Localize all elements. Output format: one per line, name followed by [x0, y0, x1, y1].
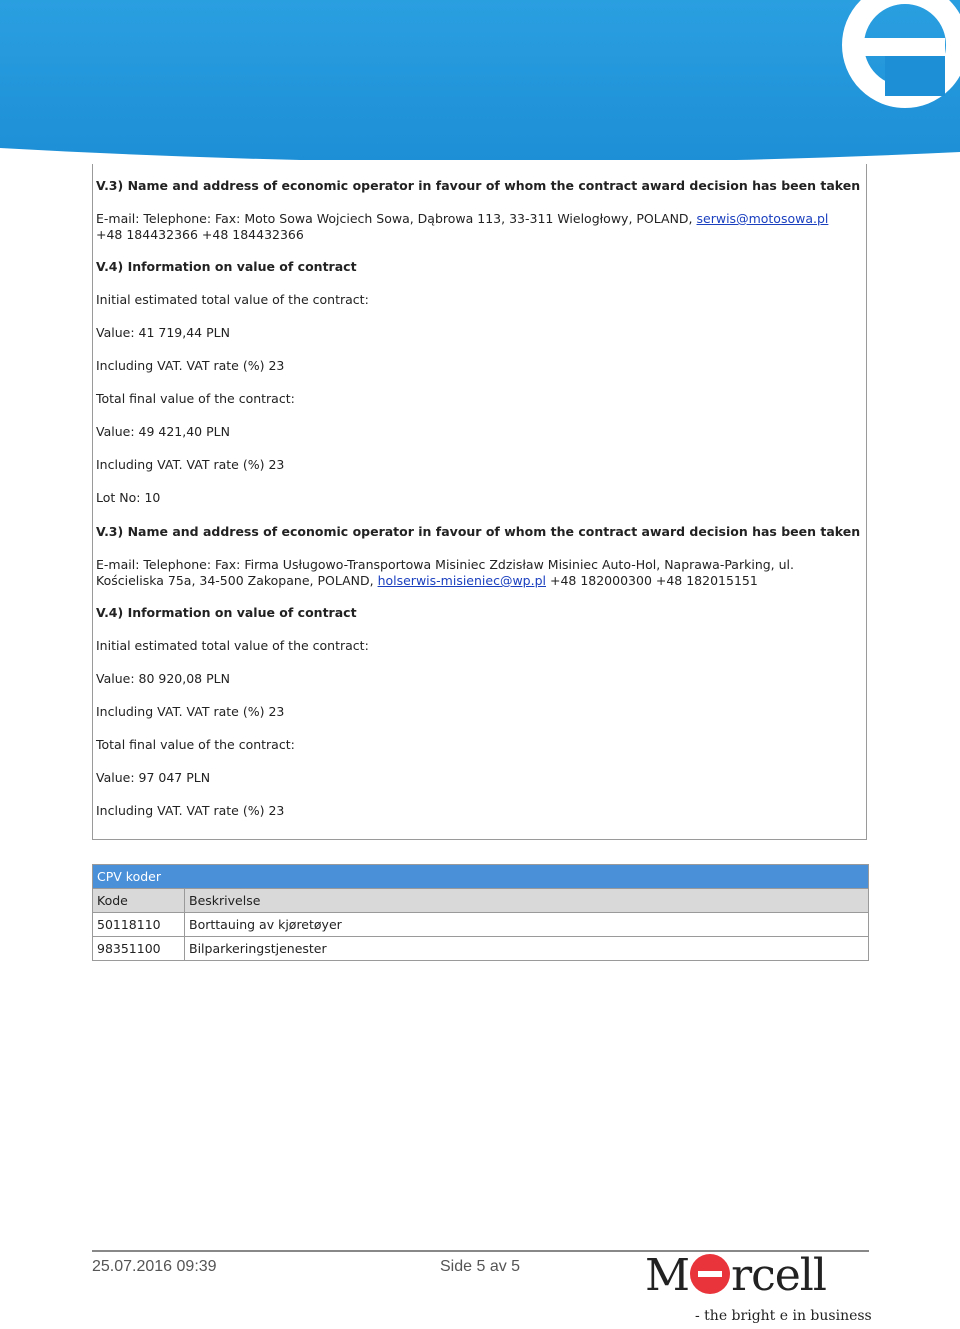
email-link[interactable]: holserwis-misieniec@wp.pl: [377, 573, 546, 588]
table-title-row: [93, 865, 869, 889]
lot-number: Lot No: 10: [96, 490, 161, 505]
vat-info: Including VAT. VAT rate (%) 23: [96, 704, 285, 719]
table-row: [93, 937, 869, 961]
vat-info: Including VAT. VAT rate (%) 23: [96, 457, 285, 472]
logo-e-icon: [690, 1254, 730, 1294]
table-header-row: [93, 889, 869, 913]
section-heading: V.3) Name and address of economic operator in favour of whom the contract award decision has been taken: [96, 178, 861, 193]
footer-timestamp: 25.07.2016 09:39: [92, 1258, 217, 1275]
logo-tagline: - the bright e in business: [695, 1308, 872, 1324]
field-value: Value: 41 719,44 PLN: [96, 325, 230, 340]
field-label: Total final value of the contract:: [96, 737, 295, 752]
field-value: Value: 80 920,08 PLN: [96, 671, 230, 686]
column-header-code: Kode: [93, 889, 185, 913]
table-row: [93, 913, 869, 937]
contractor-contact: E-mail: Telephone: Fax: Moto Sowa Wojciech Sowa, Dąbrowa 113, 33-311 Wielogłowy, POLAND, serwis@motosowa.pl +48 184432366 +48 184432366: [96, 211, 829, 242]
email-link[interactable]: serwis@motosowa.pl: [696, 211, 829, 226]
cpv-description: Borttauing av kjøretøyer: [185, 913, 869, 937]
mercell-logo: M rcell: [645, 1250, 826, 1301]
cpv-table: [92, 864, 869, 961]
section-heading: V.4) Information on value of contract: [96, 259, 357, 274]
cpv-description: Bilparkeringstjenester: [185, 937, 869, 961]
header-banner: [0, 0, 960, 160]
column-header-description: Beskrivelse: [185, 889, 869, 913]
cpv-code: 98351100: [93, 937, 185, 961]
brand-e-icon: [0, 0, 960, 160]
table-title: CPV koder: [93, 865, 869, 889]
vat-info: Including VAT. VAT rate (%) 23: [96, 358, 285, 373]
page-number: Side 5 av 5: [440, 1258, 521, 1275]
field-value: Value: 49 421,40 PLN: [96, 424, 230, 439]
section-heading: V.3) Name and address of economic operator in favour of whom the contract award decision has been taken: [96, 524, 861, 539]
contractor-contact: E-mail: Telephone: Fax: Firma Usługowo-Transportowa Misiniec Zdzisław Misiniec Auto-Hol, Naprawa-Parking, ul. Kościeliska 75a, 34-500 Zakopane, POLAND, holserwis-misieniec@wp.pl +48 182000300 +48 182015151: [96, 557, 794, 588]
field-label: Initial estimated total value of the contract:: [96, 638, 369, 653]
field-label: Initial estimated total value of the contract:: [96, 292, 369, 307]
section-heading: V.4) Information on value of contract: [96, 605, 357, 620]
cpv-code: 50118110: [93, 913, 185, 937]
field-value: Value: 97 047 PLN: [96, 770, 211, 785]
vat-info: Including VAT. VAT rate (%) 23: [96, 803, 285, 818]
field-label: Total final value of the contract:: [96, 391, 295, 406]
